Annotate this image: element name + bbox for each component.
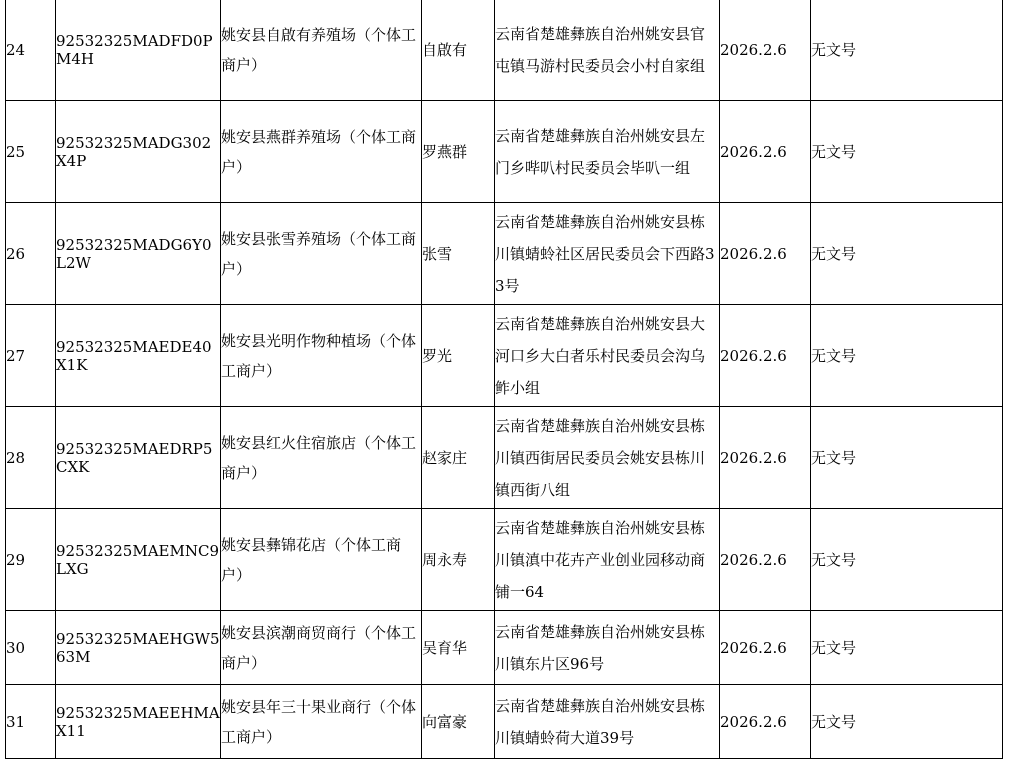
row-number: 29 [6, 509, 56, 611]
document-number: 无文号 [811, 203, 1003, 305]
business-address: 云南省楚雄彝族自治州姚安县大河口乡大白者乐村民委员会沟乌鲊小组 [495, 305, 720, 407]
row-number: 27 [6, 305, 56, 407]
document-number: 无文号 [811, 685, 1003, 759]
row-number: 30 [6, 611, 56, 685]
operator-name: 罗光 [422, 305, 495, 407]
table-row [6, 611, 1003, 685]
business-address: 云南省楚雄彝族自治州姚安县栋川镇滇中花卉产业创业园移动商铺一64 [495, 509, 720, 611]
credit-code: 92532325MAEDE40X1K [56, 305, 221, 407]
date: 2026.2.6 [720, 305, 811, 407]
table-row [6, 0, 1003, 101]
date: 2026.2.6 [720, 509, 811, 611]
operator-name: 吴育华 [422, 611, 495, 685]
table-row [6, 685, 1003, 759]
document-number: 无文号 [811, 101, 1003, 203]
document-number: 无文号 [811, 509, 1003, 611]
table-row [6, 101, 1003, 203]
business-address: 云南省楚雄彝族自治州姚安县栋川镇蜻蛉荷大道39号 [495, 685, 720, 759]
business-address: 云南省楚雄彝族自治州姚安县官屯镇马游村民委员会小村自家组 [495, 0, 720, 101]
business-name: 姚安县彝锦花店（个体工商户） [221, 509, 422, 611]
document-number: 无文号 [811, 611, 1003, 685]
date: 2026.2.6 [720, 611, 811, 685]
credit-code: 92532325MADG6Y0L2W [56, 203, 221, 305]
row-number: 26 [6, 203, 56, 305]
business-address: 云南省楚雄彝族自治州姚安县栋川镇蜻蛉社区居民委员会下西路33号 [495, 203, 720, 305]
date: 2026.2.6 [720, 685, 811, 759]
operator-name: 自啟有 [422, 0, 495, 101]
business-name: 姚安县年三十果业商行（个体工商户） [221, 685, 422, 759]
business-name: 姚安县光明作物种植场（个体工商户） [221, 305, 422, 407]
row-number: 31 [6, 685, 56, 759]
operator-name: 张雪 [422, 203, 495, 305]
row-number: 24 [6, 0, 56, 101]
business-name: 姚安县滨潮商贸商行（个体工商户） [221, 611, 422, 685]
table-row [6, 203, 1003, 305]
operator-name: 周永寿 [422, 509, 495, 611]
business-name: 姚安县张雪养殖场（个体工商户） [221, 203, 422, 305]
credit-code: 92532325MAEMNC9LXG [56, 509, 221, 611]
row-number: 25 [6, 101, 56, 203]
credit-code: 92532325MAEHGW563M [56, 611, 221, 685]
date: 2026.2.6 [720, 0, 811, 101]
date: 2026.2.6 [720, 203, 811, 305]
table-body [6, 0, 1003, 759]
date: 2026.2.6 [720, 407, 811, 509]
business-address: 云南省楚雄彝族自治州姚安县栋川镇西街居民委员会姚安县栋川镇西街八组 [495, 407, 720, 509]
credit-code: 92532325MADG302X4P [56, 101, 221, 203]
table-row [6, 407, 1003, 509]
business-name: 姚安县自啟有养殖场（个体工商户） [221, 0, 422, 101]
business-name: 姚安县红火住宿旅店（个体工商户） [221, 407, 422, 509]
operator-name: 罗燕群 [422, 101, 495, 203]
row-number: 28 [6, 407, 56, 509]
table-row [6, 509, 1003, 611]
business-address: 云南省楚雄彝族自治州姚安县栋川镇东片区96号 [495, 611, 720, 685]
document-number: 无文号 [811, 305, 1003, 407]
business-name: 姚安县燕群养殖场（个体工商户） [221, 101, 422, 203]
document-number: 无文号 [811, 0, 1003, 101]
business-address: 云南省楚雄彝族自治州姚安县左门乡哔叭村民委员会毕叭一组 [495, 101, 720, 203]
operator-name: 向富豪 [422, 685, 495, 759]
business-registry-table [5, 0, 1003, 759]
credit-code: 92532325MAEEHMAX11 [56, 685, 221, 759]
credit-code: 92532325MADFD0PM4H [56, 0, 221, 101]
operator-name: 赵家庄 [422, 407, 495, 509]
table-row [6, 305, 1003, 407]
date: 2026.2.6 [720, 101, 811, 203]
document-number: 无文号 [811, 407, 1003, 509]
credit-code: 92532325MAEDRP5CXK [56, 407, 221, 509]
